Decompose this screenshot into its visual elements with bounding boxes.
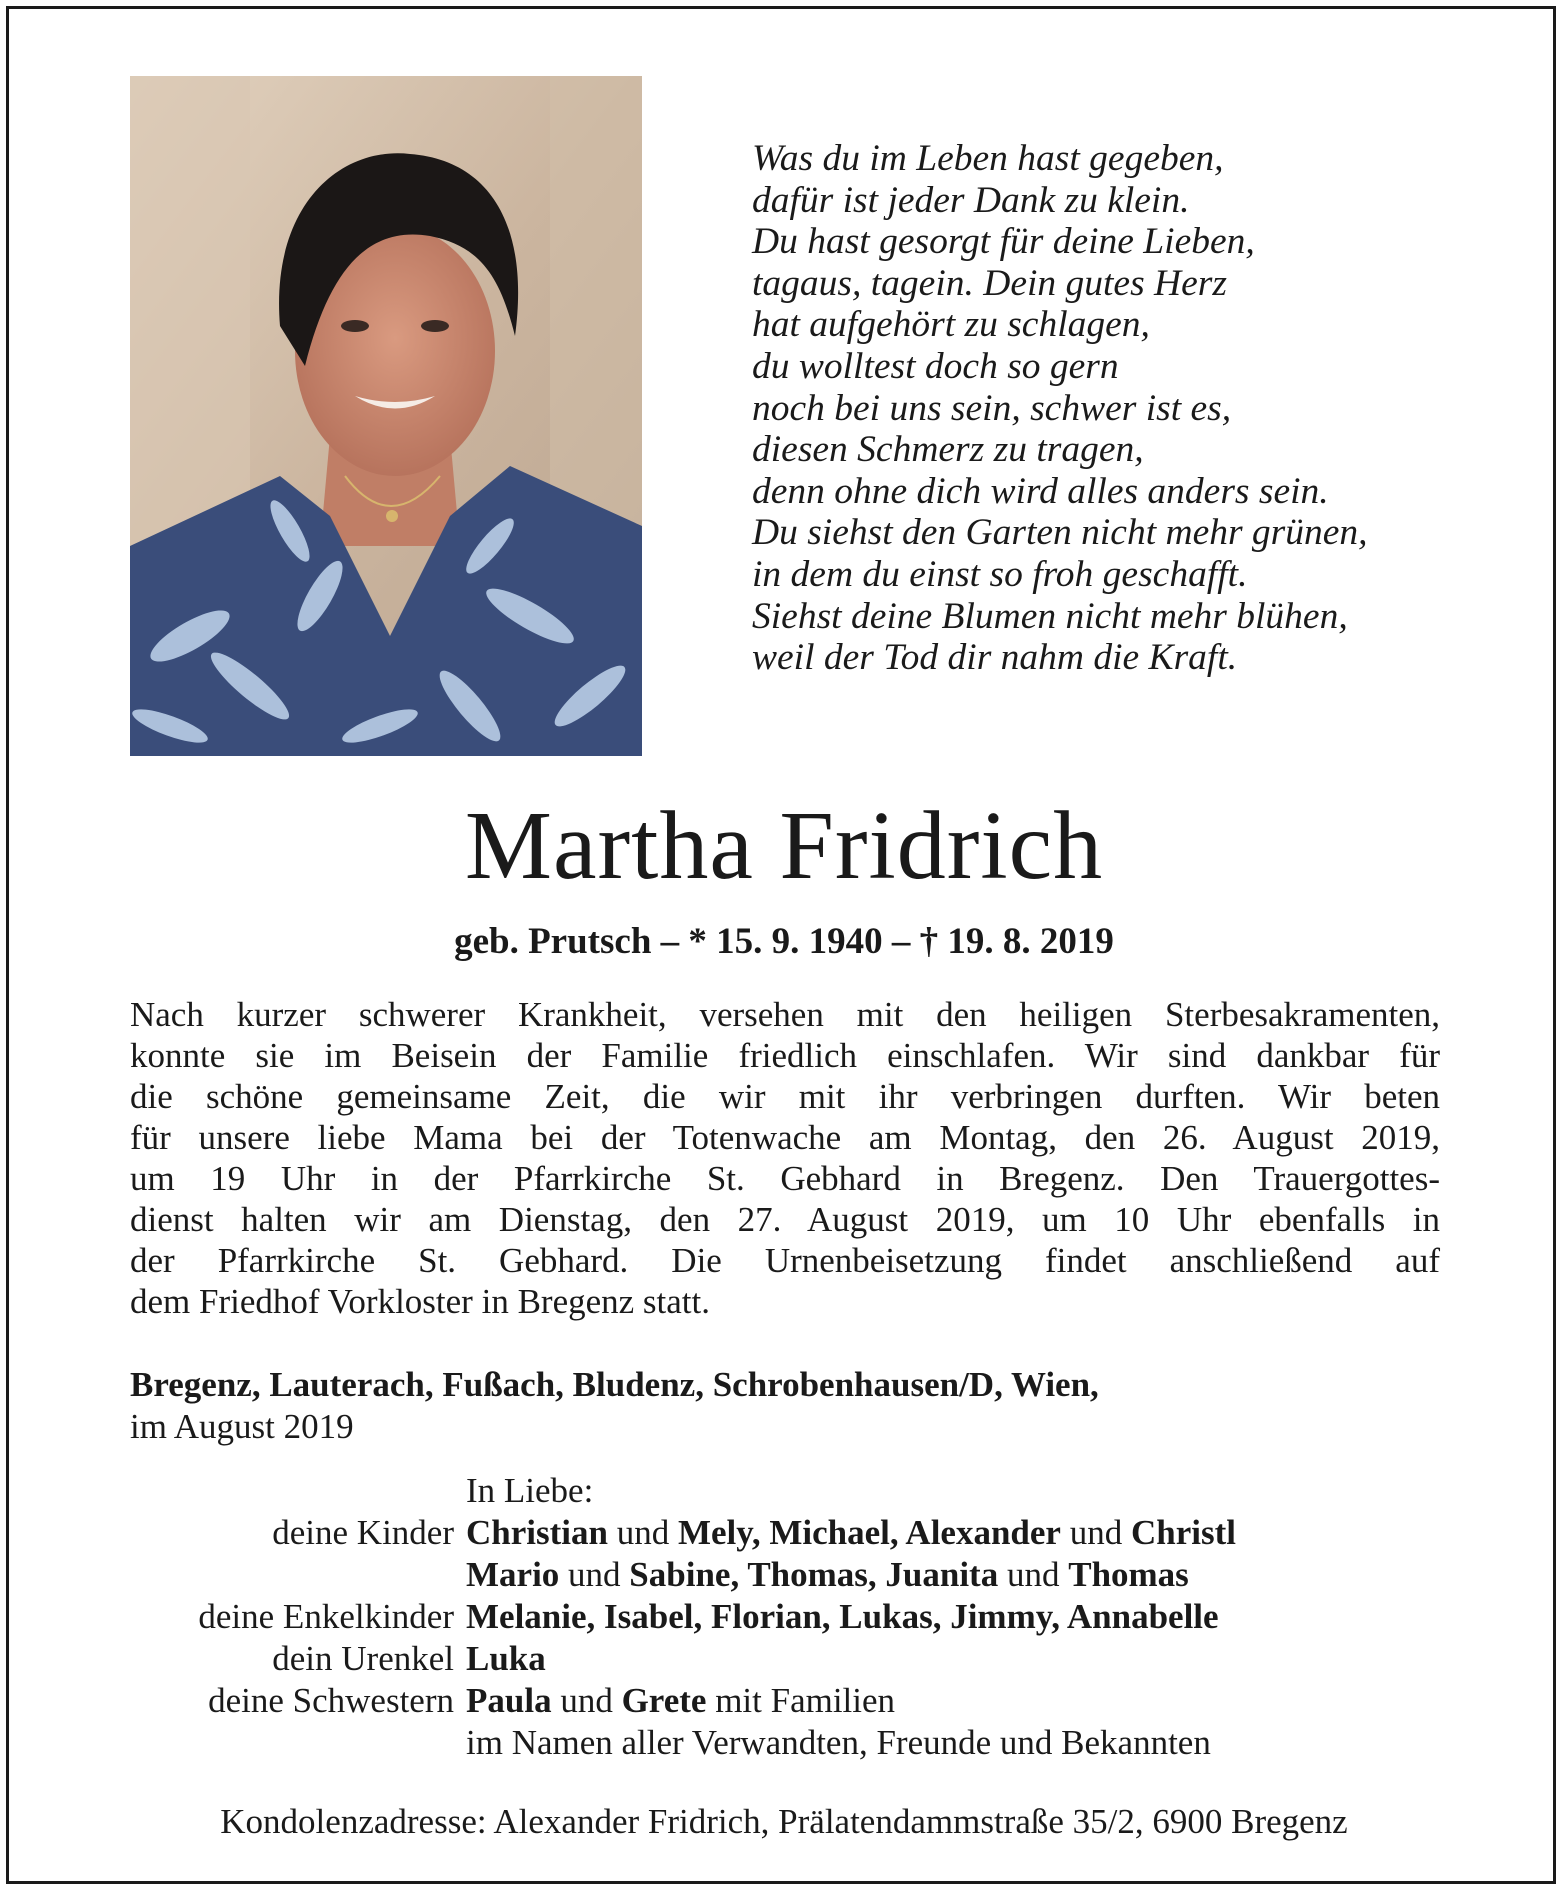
portrait-photo xyxy=(130,76,642,756)
body-line: die schöne gemeinsame Zeit, die wir mit ihr verbringen durften. Wir beten xyxy=(130,1077,1440,1116)
poem-line: noch bei uns sein, schwer ist es, xyxy=(752,387,1232,429)
family-name: Mely, Michael, Alexander xyxy=(677,1513,1061,1552)
family-name: Christian xyxy=(466,1513,608,1552)
family-row-closing xyxy=(0,1722,1568,1764)
connector-text: mit Familien xyxy=(706,1681,896,1720)
condolence-address: Kondolenzadresse: Alexander Fridrich, Prälatendammstraße 35/2, 6900 Bregenz xyxy=(220,1802,1348,1841)
urenkel-label: dein Urenkel xyxy=(272,1639,454,1678)
family-name: Grete xyxy=(621,1681,707,1720)
family-closing: im Namen aller Verwandten, Freunde und Bekannten xyxy=(466,1723,1211,1762)
family-name: Christl xyxy=(1130,1513,1236,1552)
poem-line: tagaus, tagein. Dein gutes Herz xyxy=(752,262,1227,304)
body-line: dienst halten wir am Dienstag, den 27. August 2019, um 10 Uhr ebenfalls in xyxy=(130,1200,1440,1239)
body-line: dem Friedhof Vorkloster in Bregenz statt. xyxy=(130,1282,710,1321)
urenkel-names: Luka xyxy=(466,1639,546,1678)
poem-line: weil der Tod dir nahm die Kraft. xyxy=(752,637,1238,679)
body-line: für unsere liebe Mama bei der Totenwache am Montag, den 26. August 2019, xyxy=(130,1118,1440,1157)
poem-line: hat aufgehört zu schlagen, xyxy=(752,304,1150,346)
poem-line: Was du im Leben hast gegeben, xyxy=(752,138,1224,179)
announcement-text xyxy=(130,994,1440,1322)
poem-line: du wolltest doch so gern xyxy=(752,345,1119,387)
schwestern-label: deine Schwestern xyxy=(208,1681,454,1720)
deceased-name: Martha Fridrich xyxy=(464,792,1104,900)
poem-line: dafür ist jeder Dank zu klein. xyxy=(752,179,1190,221)
family-row-schwestern xyxy=(0,1680,1568,1722)
body-line: Nach kurzer schwerer Krankheit, versehen mit den heiligen Sterbesakramenten, xyxy=(130,995,1440,1034)
poem-line: diesen Schmerz zu tragen, xyxy=(752,429,1144,471)
portrait-photo-icon xyxy=(130,76,642,756)
place-date xyxy=(130,1364,1450,1448)
poem-line: Siehst deine Blumen nicht mehr blühen, xyxy=(752,595,1348,637)
announcement-date: im August 2019 xyxy=(130,1407,354,1446)
connector-text: und xyxy=(1060,1513,1131,1552)
poem-line: denn ohne dich wird alles anders sein. xyxy=(752,470,1329,512)
schwestern-names xyxy=(466,1680,895,1722)
family-row-urenkel xyxy=(0,1638,1568,1680)
family-row-kinder-2 xyxy=(0,1554,1568,1596)
body-line: der Pfarrkirche St. Gebhard. Die Urnenbeisetzung findet anschließend auf xyxy=(130,1241,1440,1280)
family-row-kinder xyxy=(0,1512,1568,1554)
kinder-names-2 xyxy=(466,1554,1189,1596)
body-line: konnte sie im Beisein der Familie friedlich einschlafen. Wir sind dankbar für xyxy=(130,1036,1440,1075)
enkel-names: Melanie, Isabel, Florian, Lukas, Jimmy, Annabelle xyxy=(466,1597,1219,1636)
family-row-enkel xyxy=(0,1596,1568,1638)
life-dates: geb. Prutsch – * 15. 9. 1940 – † 19. 8. 2019 xyxy=(454,921,1114,962)
enkel-label: deine Enkelkinder xyxy=(198,1597,454,1636)
kinder-names xyxy=(466,1512,1236,1554)
poem-line: Du hast gesorgt für deine Lieben, xyxy=(752,221,1255,263)
family-name: Thomas xyxy=(1068,1555,1189,1594)
family-name: Paula xyxy=(466,1681,552,1720)
family-name: Sabine, Thomas, Juanita xyxy=(629,1555,999,1594)
connector-text: und xyxy=(998,1555,1069,1594)
kinder-label: deine Kinder xyxy=(272,1513,454,1552)
family-intro-row xyxy=(0,1470,1568,1512)
family-intro: In Liebe: xyxy=(466,1471,594,1510)
poem xyxy=(752,138,1472,679)
family-signature xyxy=(0,1470,1568,1764)
poem-line: Du siehst den Garten nicht mehr grünen, xyxy=(752,512,1368,554)
connector-text: und xyxy=(607,1513,678,1552)
connector-text: und xyxy=(559,1555,630,1594)
family-name: Mario xyxy=(466,1555,560,1594)
connector-text: und xyxy=(551,1681,622,1720)
places-list: Bregenz, Lauterach, Fußach, Bludenz, Schrobenhausen/D, Wien, xyxy=(130,1365,1099,1404)
body-line: um 19 Uhr in der Pfarrkirche St. Gebhard in Bregenz. Den Trauergottes- xyxy=(130,1159,1440,1198)
poem-line: in dem du einst so froh geschafft. xyxy=(752,553,1248,595)
